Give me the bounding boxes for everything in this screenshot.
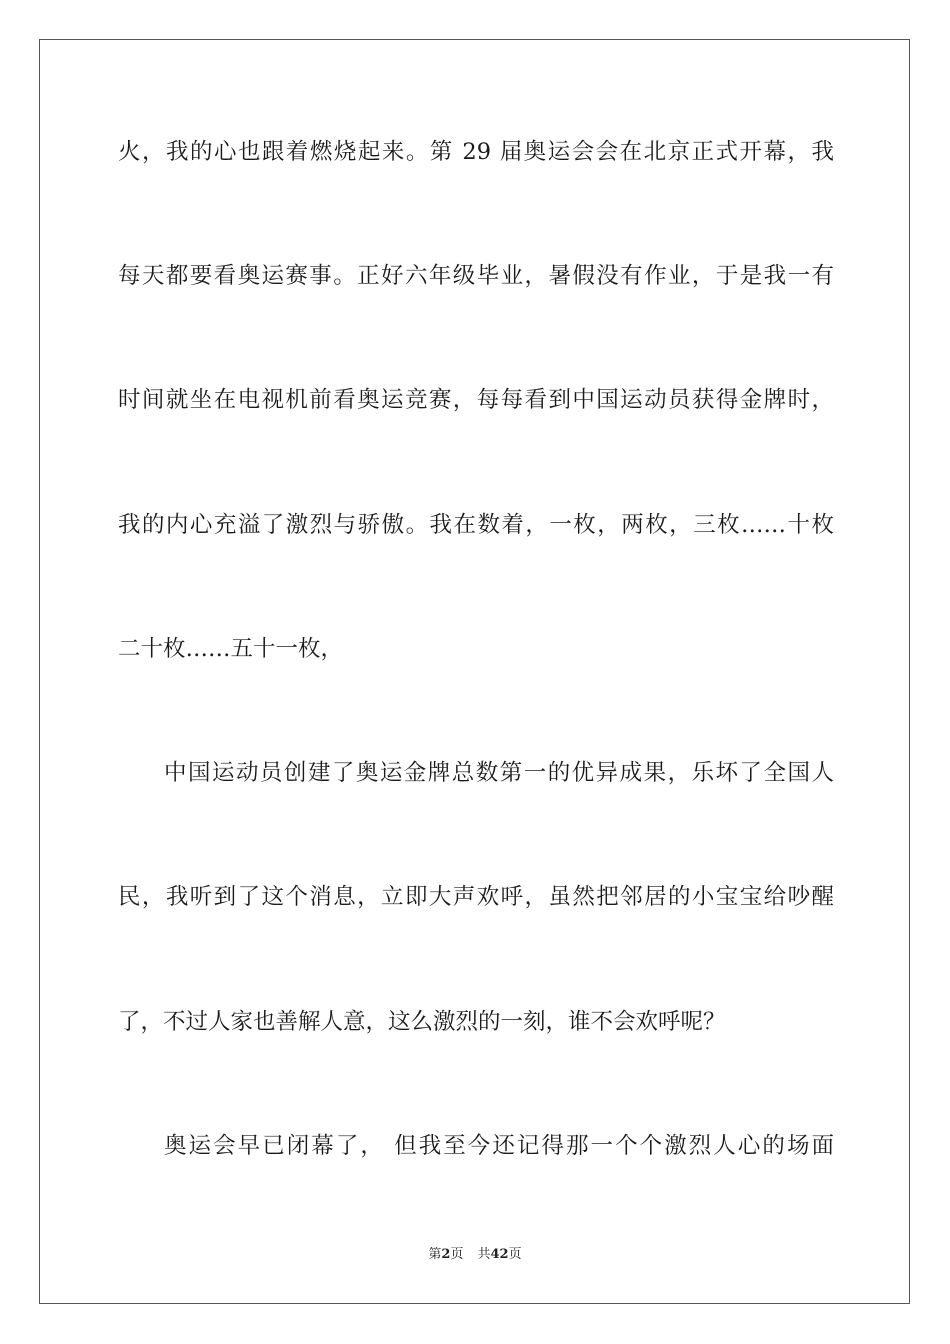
text-line-2: 每天都要看奥运赛事。正好六年级毕业，暑假没有作业，于是我一有 — [118, 263, 834, 289]
page-footer — [0, 1246, 950, 1264]
footer-total-suffix: 页 — [508, 1247, 522, 1262]
footer-page-number: 2 — [441, 1247, 451, 1262]
paragraph-2-line-2: 民，我听到了这个消息，立即大声欢呼，虽然把邻居的小宝宝给吵醒 — [118, 884, 834, 910]
footer-page-suffix: 页 — [450, 1247, 464, 1262]
text-line-5: 二十枚……五十一枚， — [118, 636, 344, 662]
paragraph-2-line-1: 中国运动员创建了奥运金牌总数第一的优异成果，乐坏了全国人 — [164, 760, 834, 786]
footer-page-prefix: 第 — [428, 1247, 442, 1262]
footer-total-pages: 42 — [490, 1247, 509, 1262]
page-border — [39, 39, 910, 1304]
footer-total-prefix: 共 — [477, 1247, 491, 1262]
paragraph-2-line-3: 了，不过人家也善解人意，这么激烈的一刻，谁不会欢呼呢？ — [118, 1009, 726, 1035]
text-line-1: 火，我的心也跟着燃烧起来。第 29 届奥运会会在北京正式开幕，我 — [118, 139, 834, 165]
text-line-3: 时间就坐在电视机前看奥运竞赛，每每看到中国运动员获得金牌时， — [118, 387, 834, 413]
text-line-4: 我的内心充溢了激烈与骄傲。我在数着，一枚，两枚，三枚……十枚 — [118, 512, 834, 538]
paragraph-3-line-1: 奥运会早已闭幕了， 但我至今还记得那一个个激烈人心的场面 — [164, 1133, 834, 1159]
